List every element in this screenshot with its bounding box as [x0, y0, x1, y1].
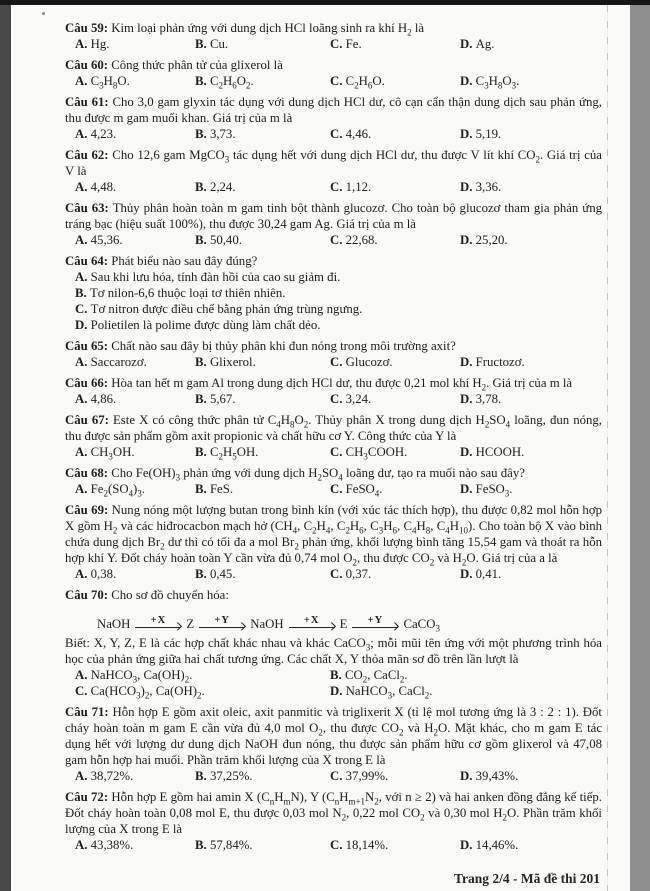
option-label: A. [75, 445, 91, 459]
option-text: Hg. [90, 37, 110, 51]
option-text: Tơ nilon-6,6 thuộc loại tơ thiên nhiên. [89, 286, 286, 300]
option-label: C. [330, 769, 346, 783]
options [75, 481, 602, 497]
question-number: Câu 64: [65, 254, 112, 268]
option [330, 667, 602, 683]
option [195, 566, 330, 582]
option [195, 179, 330, 195]
option-text: 4,23. [90, 127, 117, 141]
question-stem: Câu 65: Chất nào sau đây bị thủy phân khi đun nóng trong môi trường axit? [65, 339, 456, 353]
option [75, 391, 195, 407]
option-text: Fructozơ. [475, 355, 525, 369]
option-label: A. [75, 180, 91, 194]
option-label: C. [330, 355, 346, 369]
question [65, 338, 602, 370]
option-text: 45,36. [90, 233, 123, 247]
reaction-arrow-icon [199, 615, 245, 628]
option-text: 0,38. [90, 567, 117, 581]
option [460, 232, 602, 248]
option-text: NaHCO$_3$, $Ca(OH)_2$. [90, 668, 193, 685]
option-text: Fe. [345, 37, 362, 51]
question-stem: Câu 71: Hỗn hợp E gồm axit oleic, axit panmitic và triglixerit X (tỉ lệ mol tương ứng là 3 : 2 : 1). Đốt cháy hoàn toàn m gam E cần vừa đủ 4,0 mol $O_2$, thu được $CO_2$ và $H_2O$. Mặt khác, cho m gam E tác dụng hết với lượng dư dung dịch NaOH đun nóng, thu được sản phẩm hữu cơ gồm glixerol và 47,08 gam hỗn hợp hai muối. Phần trăm khối lượng của X trong E là [65, 705, 603, 767]
option-text: 3,78. [475, 392, 502, 406]
option-text: Sau khi lưu hóa, tính đàn hồi của cao su giảm đi. [90, 270, 341, 284]
question [65, 502, 602, 582]
option [75, 36, 195, 52]
page-footer: Trang 2/4 - Mã đề thi 201 [454, 871, 600, 886]
option-label: C. [330, 233, 346, 247]
option [75, 667, 330, 683]
question-stem: Câu 68: Cho $Fe(OH)_3$ phản ứng với dung dịch $H_2SO_4$ loãng dư, tạo ra muối nào sau đây? [65, 466, 525, 483]
option-label: B. [195, 482, 210, 496]
option-label: A. [75, 270, 91, 284]
question-stem: Câu 63: Thủy phân hoàn toàn m gam tinh bột thành glucozơ. Cho toàn bộ glucozơ tham gia phản ứng tráng bạc (hiệu suất 100%), thu được 30,24 gam Ag. Giá trị của m là [65, 201, 602, 231]
chemical-species: NaOH [97, 617, 131, 631]
option-label: C. [75, 684, 91, 698]
arrow-reagent-label: +Y [367, 614, 384, 626]
option [75, 837, 195, 853]
option-text: 38,72%. [90, 769, 134, 783]
option [330, 354, 460, 370]
option-label: D. [460, 37, 476, 51]
question-stem: Câu 66: Hòa tan hết m gam Al trong dung dịch HCl dư, thu được 0,21 mol khí $H_2$. Giá trị của m là [65, 376, 573, 393]
option-label: A. [75, 127, 91, 141]
option [330, 837, 460, 853]
option-text: Saccarozơ. [90, 355, 147, 369]
option [75, 768, 195, 784]
option [330, 683, 602, 699]
arrow-line [199, 627, 245, 628]
option [460, 481, 602, 497]
option-text: $C_3H_8O$. [90, 74, 130, 91]
option [460, 391, 602, 407]
option-text: 43,38%. [90, 838, 134, 852]
option-text: 50,40. [209, 233, 242, 247]
arrow-reagent-label: +Y [214, 614, 231, 626]
option [330, 391, 460, 407]
question-number: Câu 65: [65, 339, 112, 353]
option [195, 481, 330, 497]
question-number: Câu 61: [65, 95, 113, 109]
option [460, 36, 602, 52]
option-text: 3,73. [209, 127, 236, 141]
option-label: B. [195, 355, 210, 369]
option-label: C. [330, 445, 346, 459]
option [195, 73, 330, 89]
paper-fold-crease [607, 5, 608, 891]
arrow-line [135, 627, 181, 628]
question [65, 587, 602, 699]
reaction-arrow-icon [135, 615, 181, 628]
option-text: 0,41. [475, 567, 502, 581]
question-stem: Câu 69: Nung nóng một lượng butan trong bình kín (với xúc tác thích hợp), thu được 0,82 mol hỗn hợp X gồm $H_2$ và các hiđrocacbon mạch hở ($CH_4$, $C_2H_4$, $C_2H_6$, $C_3H_6$, $C_4H_8$, $C_4H_{10}$). Cho toàn bộ X vào bình chứa dung dịch $Br_2$ dư thì có tối đa a mol $Br_2$ phản ứng, khối lượng bình tăng 15,54 gam và thoát ra hỗn hợp khí Y. Đốt cháy hoàn toàn Y cần vừa đủ 0,74 mol $O_2$, thu được $CO_2$ và $H_2O$. Giá trị của a là [65, 503, 603, 568]
question [65, 253, 602, 333]
question [65, 200, 602, 248]
option [75, 179, 195, 195]
chemical-species: NaOH [250, 617, 284, 631]
option-label: A. [75, 74, 91, 88]
arrow-reagent-label: +X [150, 614, 167, 626]
options [75, 354, 602, 370]
option [330, 126, 460, 142]
option-text: $CH_3COOH$. [345, 445, 408, 462]
option-text: $Ca(HCO_3)_2$, $Ca(OH)_2$. [90, 684, 205, 701]
option-label: C. [75, 302, 91, 316]
question [65, 704, 602, 784]
option-label: A. [75, 233, 91, 247]
question-stem: Câu 72: Hỗn hợp E gồm hai amin X $(C_nH_mN)$, Y ($C_nH_{m+1}N_2$, với n ≥ 2) và hai anken đồng đẳng kế tiếp. Đốt cháy hoàn toàn 0,08 mol E, thu được 0,03 mol $N_2$, 0,22 mol $CO_2$ và 0,30 mol $H_2O$. Phần trăm khối lượng của X trong E là [65, 790, 602, 836]
option-label: C. [330, 37, 346, 51]
options [75, 667, 602, 699]
question-stem: Câu 70: Cho sơ đồ chuyển hóa: [65, 588, 229, 602]
option-text: 22,68. [345, 233, 378, 247]
option-label: C. [330, 127, 346, 141]
option [330, 768, 460, 784]
options [75, 73, 602, 89]
option-label: B. [195, 567, 210, 581]
option-label: D. [460, 233, 476, 247]
option-label: B. [195, 838, 210, 852]
options [75, 232, 602, 248]
options [75, 36, 602, 52]
option-text: NaHCO$_3$, CaCl$_2$. [345, 684, 433, 701]
option-text: $C_2H_6O$. [345, 74, 385, 91]
option-text: 4,46. [345, 127, 372, 141]
option-label: C. [330, 567, 346, 581]
option-label: A. [75, 392, 91, 406]
option-label: A. [75, 668, 91, 682]
option-label: B. [330, 668, 345, 682]
reaction-arrow-icon [289, 615, 335, 628]
option-text: HCOOH. [475, 445, 525, 459]
option-label: D. [330, 684, 346, 698]
options [75, 126, 602, 142]
option-text: Tơ nitron được điều chế bằng phản ứng trùng ngưng. [90, 302, 363, 316]
option [75, 232, 195, 248]
option-text: 18,14%. [345, 838, 389, 852]
option [75, 73, 195, 89]
question-number: Câu 68: [65, 466, 112, 480]
option-text: 0,45. [209, 567, 236, 581]
options [75, 179, 602, 195]
chemical-species: CaCO$_3$ [403, 617, 440, 634]
option [330, 566, 460, 582]
option-text: 3,24. [345, 392, 372, 406]
option [460, 768, 602, 784]
option-label: C. [330, 74, 346, 88]
question [65, 412, 602, 460]
option-text: FeS. [209, 482, 234, 496]
question [65, 789, 602, 853]
option [195, 126, 330, 142]
question-stem: Câu 62: Cho 12,6 gam MgCO$_3$ tác dụng hết với dung dịch HCl dư, thu được V lít khí $CO_2$. Giá trị của V là [65, 148, 602, 178]
option-label: D. [75, 318, 91, 332]
option [75, 126, 195, 142]
option-label: A. [75, 838, 91, 852]
option-text: 5,19. [475, 127, 502, 141]
option [195, 768, 330, 784]
option [75, 301, 602, 317]
option-label: B. [195, 180, 210, 194]
option-label: D. [460, 180, 476, 194]
option [460, 444, 602, 460]
option [75, 285, 602, 301]
option [75, 269, 602, 285]
option [75, 566, 195, 582]
option-text: Cu. [209, 37, 229, 51]
option [330, 232, 460, 248]
option-label: A. [75, 482, 91, 496]
option-label: C. [330, 482, 346, 496]
option-label: A. [75, 769, 91, 783]
option [195, 232, 330, 248]
option-text: Ag. [475, 37, 495, 51]
option [195, 444, 330, 460]
option-label: A. [75, 37, 91, 51]
option [195, 36, 330, 52]
question [65, 57, 602, 89]
option-text: Polietilen là polime được dùng làm chất dẻo. [90, 318, 321, 332]
option-label: B. [75, 286, 90, 300]
option-text: 4,48. [90, 180, 117, 194]
chemical-species: Z [186, 617, 195, 631]
question-stem: Câu 67: Este X có công thức phân tử $C_4H_8O_2$. Thủy phân X trong dung dịch $H_2SO_4$ loãng, đun nóng, thu được sản phẩm gồm axit propionic và chất hữu cơ Y. Công thức của Y là [65, 413, 603, 443]
question-stem: Câu 61: Cho 3,0 gam glyxin tác dụng với dung dịch HCl dư, cô cạn cẩn thận dung dịch sau phản ứng, thu được m gam muối khan. Giá trị của m là [65, 95, 602, 125]
option-text: 37,25%. [209, 769, 253, 783]
arrow-reagent-label: +X [303, 614, 320, 626]
question-number: Câu 67: [65, 413, 113, 427]
option-label: C. [330, 838, 346, 852]
option-text: $C_3H_8O_3$. [475, 74, 520, 91]
option-label: D. [460, 392, 476, 406]
option-text: 39,43%. [475, 769, 519, 783]
option-text: 3,36. [475, 180, 502, 194]
options [75, 837, 602, 853]
option-label: B. [195, 769, 210, 783]
option-text: $Fe_2(SO_4)_3$. [90, 482, 145, 499]
option [460, 179, 602, 195]
option-text: FeSO$_4$. [345, 482, 383, 499]
question-number: Câu 63: [65, 201, 113, 215]
options [75, 391, 602, 407]
option [330, 481, 460, 497]
option-label: B. [195, 233, 210, 247]
option [75, 444, 195, 460]
option [460, 837, 602, 853]
option-text: 5,67. [209, 392, 236, 406]
option-label: D. [460, 127, 476, 141]
arrow-line [352, 627, 398, 628]
options [65, 269, 602, 333]
option-text: Glucozơ. [345, 355, 393, 369]
reaction-arrow-icon [352, 615, 398, 628]
question-number: Câu 59: [65, 21, 112, 35]
question-number: Câu 71: [65, 705, 113, 719]
option-text: Glixerol. [209, 355, 256, 369]
option [195, 837, 330, 853]
question-stem: Câu 64: Phát biểu nào sau đây đúng? [65, 254, 258, 268]
question-number: Câu 70: [65, 588, 112, 602]
option-text: 14,46%. [475, 838, 519, 852]
option-text: 25,20. [475, 233, 508, 247]
question-stem: Câu 60: Công thức phân tử của glixerol là [65, 58, 283, 72]
option-text: 1,12. [345, 180, 372, 194]
option [330, 73, 460, 89]
option-label: D. [460, 74, 476, 88]
option-text: FeSO$_3$. [475, 482, 513, 499]
option-text: $C_2H_5OH$. [209, 445, 259, 462]
option [460, 126, 602, 142]
option-label: D. [460, 838, 476, 852]
question [65, 94, 602, 142]
chemical-species: E [339, 617, 348, 631]
option-label: B. [195, 74, 210, 88]
question [65, 20, 602, 52]
option-label: B. [195, 445, 210, 459]
question-list [65, 20, 602, 858]
question [65, 147, 602, 195]
question-number: Câu 69: [65, 503, 112, 517]
option [75, 354, 195, 370]
option-label: B. [195, 37, 210, 51]
option-label: D. [460, 769, 476, 783]
question-number: Câu 60: [65, 58, 112, 72]
option [195, 391, 330, 407]
option-label: D. [460, 482, 476, 496]
option [330, 179, 460, 195]
option-label: A. [75, 355, 91, 369]
option-text: $C_2H_6O_2$. [209, 74, 254, 91]
question-number: Câu 62: [65, 148, 113, 162]
option-text: 37,99%. [345, 769, 389, 783]
option [330, 36, 460, 52]
scan-top-edge [0, 0, 650, 5]
option-text: $CO_2$, CaCl$_2$. [344, 668, 408, 685]
scan-left-edge [0, 0, 11, 891]
question-stem: Câu 59: Kim loại phản ứng với dung dịch HCl loãng sinh ra khí $H_2$ là [65, 21, 425, 38]
option [460, 73, 602, 89]
option-text: 0,37. [345, 567, 372, 581]
option-label: C. [330, 180, 346, 194]
question-stem-continued: Biết: X, Y, Z, E là các hợp chất khác nhau và khác CaCO$_3$; mỗi mũi tên ứng với một phương trình hóa học của phản ứng giữa hai chất tương ứng. Các chất X, Y thỏa mãn sơ đồ trên lần lượt là [65, 636, 602, 666]
option-label: C. [330, 392, 346, 406]
question [65, 375, 602, 407]
option-text: $CH_3OH$. [90, 445, 135, 462]
question [65, 465, 602, 497]
question-number: Câu 66: [65, 376, 112, 390]
option [75, 317, 602, 333]
option-label: D. [460, 567, 476, 581]
option [460, 354, 602, 370]
option-label: A. [75, 567, 91, 581]
option-label: B. [195, 392, 210, 406]
reaction-scheme [95, 606, 602, 632]
option-label: D. [460, 445, 476, 459]
option [460, 566, 602, 582]
option-text: 2,24. [209, 180, 236, 194]
scan-speck [42, 12, 45, 15]
question-number: Câu 72: [65, 790, 112, 804]
option-text: 57,84%. [209, 838, 253, 852]
option [330, 444, 460, 460]
scan-right-edge [630, 0, 650, 891]
option [75, 481, 195, 497]
options [75, 566, 602, 582]
options [75, 768, 602, 784]
option-label: D. [460, 355, 476, 369]
option-label: B. [195, 127, 210, 141]
option [195, 354, 330, 370]
options [75, 444, 602, 460]
option [75, 683, 330, 699]
arrow-line [289, 627, 335, 628]
option-text: 4,86. [90, 392, 117, 406]
